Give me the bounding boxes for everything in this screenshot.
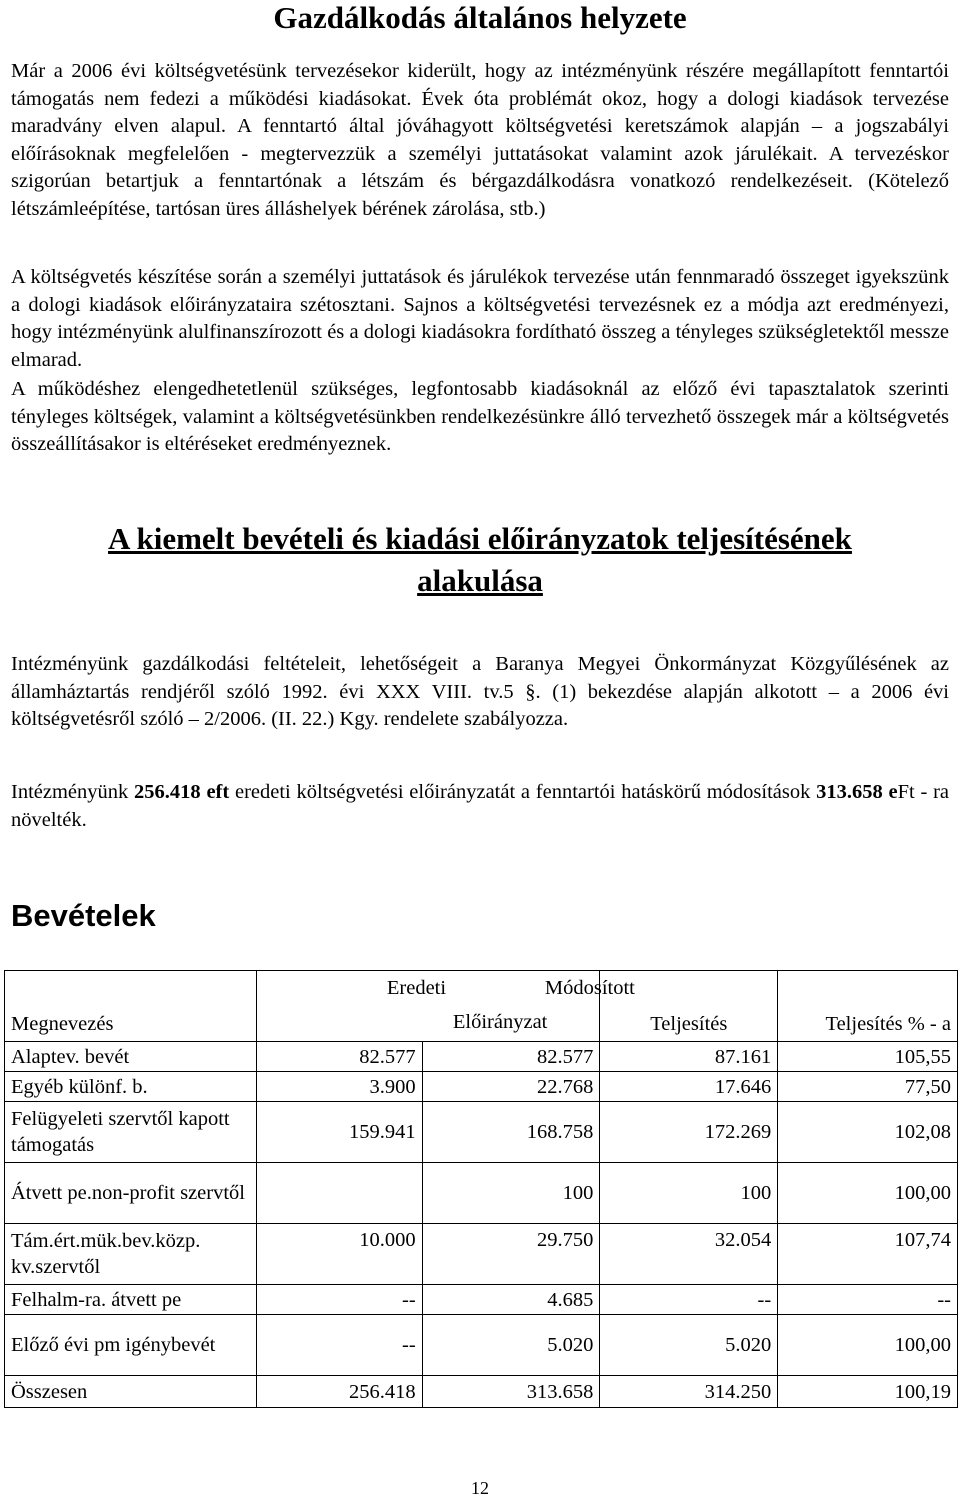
row-eredeti bbox=[256, 1163, 422, 1224]
row-eredeti: 159.941 bbox=[256, 1102, 422, 1163]
row-modositott: 5.020 bbox=[422, 1315, 600, 1376]
row-pct: 105,55 bbox=[778, 1042, 958, 1072]
amount-text-3: Ft - ra növelték. bbox=[11, 781, 950, 831]
amount-unit-2: e bbox=[888, 781, 898, 803]
row-pct: 102,08 bbox=[778, 1102, 958, 1163]
table-row bbox=[5, 1285, 958, 1315]
header-modositott: Módosított bbox=[544, 977, 635, 999]
row-name: Összesen bbox=[5, 1376, 257, 1408]
table-total-row bbox=[5, 1376, 958, 1408]
table-row bbox=[5, 1163, 958, 1224]
table-row bbox=[5, 1102, 958, 1163]
row-modositott: 100 bbox=[422, 1163, 600, 1224]
row-modositott: 82.577 bbox=[422, 1042, 600, 1072]
row-modositott: 313.658 bbox=[422, 1376, 600, 1408]
row-name: Átvett pe.non-profit szervtől bbox=[5, 1163, 257, 1224]
table-row bbox=[5, 1072, 958, 1102]
section-heading-line-2: alakulása bbox=[417, 563, 543, 598]
row-pct: 77,50 bbox=[778, 1072, 958, 1102]
row-modositott: 168.758 bbox=[422, 1102, 600, 1163]
header-teljesites-pct: Teljesítés % - a bbox=[778, 971, 958, 1042]
page-number: 12 bbox=[471, 1478, 489, 1498]
row-teljesites: 87.161 bbox=[600, 1042, 778, 1072]
intro-paragraph-2: A költségvetés készítése során a személyi juttatások és járulékok tervezése után fennmaradó összeget igyekszünk a dologi kiadások előirányzataira szétosztani. Sajnos a költségvetési tervezésnek ez a módja azt eredményezi, hogy intézményünk alulfinanszírozott és a dologi kiadásokra fordítható összeg a tényleges szükségletektől messze elmarad. bbox=[11, 266, 949, 371]
table-row bbox=[5, 1042, 958, 1072]
section-heading bbox=[0, 518, 960, 602]
row-name: Előző évi pm igénybevét bbox=[5, 1315, 257, 1376]
amount-text-2: eredeti költségvetési előirányzatát a fenntartói hatáskörű módosítások bbox=[229, 781, 817, 803]
row-teljesites: 17.646 bbox=[600, 1072, 778, 1102]
row-eredeti: -- bbox=[256, 1315, 422, 1376]
table-row bbox=[5, 1315, 958, 1376]
legal-paragraph: Intézményünk gazdálkodási feltételeit, lehetőségeit a Baranya Megyei Önkormányzat Közgyűlésének az államháztartás rendjéről szóló 1992. évi XXX VIII. tv.5 §. (1) bekezdése alapján alkotott – a 2006 évi költségvetésről szóló – 2/2006. (II. 22.) Kgy. rendelete szabályozza. bbox=[11, 653, 949, 731]
row-modositott: 29.750 bbox=[422, 1224, 600, 1285]
row-teljesites: 314.250 bbox=[600, 1376, 778, 1408]
page-title: Gazdálkodás általános helyzete bbox=[273, 0, 687, 35]
amount-modified: 313.658 bbox=[816, 781, 883, 803]
revenues-title: Bevételek bbox=[11, 898, 156, 933]
row-pct: 100,00 bbox=[778, 1163, 958, 1224]
row-modositott: 22.768 bbox=[422, 1072, 600, 1102]
header-teljesites: Teljesítés bbox=[600, 971, 778, 1042]
row-name: Felhalm-ra. átvett pe bbox=[5, 1285, 257, 1315]
row-name: Tám.ért.mük.bev.közp. kv.szervtől bbox=[5, 1224, 257, 1285]
row-eredeti: 82.577 bbox=[256, 1042, 422, 1072]
row-eredeti: 10.000 bbox=[256, 1224, 422, 1285]
table-row bbox=[5, 1224, 958, 1285]
intro-paragraph-1 bbox=[11, 58, 949, 224]
amount-original: 256.418 bbox=[134, 781, 201, 803]
table-header-row bbox=[5, 971, 958, 1042]
row-pct: 100,19 bbox=[778, 1376, 958, 1408]
header-name: Megnevezés bbox=[5, 971, 257, 1042]
amount-text-1: Intézményünk bbox=[11, 781, 135, 803]
section-heading-line-1: A kiemelt bevételi és kiadási előirányzatok teljesítésének bbox=[108, 521, 852, 556]
intro-paragraph-3: A működéshez elengedhetetlenül szükséges, legfontosabb kiadásoknál az előző évi tapasztalatok szerinti tényleges költségek, valamint a költségvetésünkben rendelkezésünkre álló tervezhető összegek már a költségvetés összeállításakor is eltéréseket eredményeznek. bbox=[11, 378, 949, 456]
row-teljesites: 32.054 bbox=[600, 1224, 778, 1285]
header-eredeti: Eredeti bbox=[386, 977, 447, 999]
amount-paragraph bbox=[11, 779, 949, 834]
row-name: Alaptev. bevét bbox=[5, 1042, 257, 1072]
row-teljesites: -- bbox=[600, 1285, 778, 1315]
row-name: Felügyeleti szervtől kapott támogatás bbox=[5, 1102, 257, 1163]
amount-unit-1: eft bbox=[206, 781, 230, 803]
row-name: Egyéb különf. b. bbox=[5, 1072, 257, 1102]
row-modositott: 4.685 bbox=[422, 1285, 600, 1315]
header-eloiranyzat: Előirányzat bbox=[452, 1011, 548, 1033]
header-eloiranyzat-cell bbox=[256, 971, 635, 1042]
row-teljesites: 5.020 bbox=[600, 1315, 778, 1376]
intro-text-1: Már a 2006 évi költségvetésünk tervezésekor kiderült, hogy az intézményünk részére megállapított fenntartói támogatás nem fedezi a működési kiadásokat. Évek óta problémát okoz, hogy a dologi kiadások tervezése maradvány elven alapul. A fenntartó által jóváhagyott költségvetési keretszámok alapján – a jogszabályi előírásoknak megfelelően - megtervezzük a személyi juttatásokat valamint azok járulékait. A tervezéskor szigorúan betartjuk a fenntartónak a létszám és bérgazdálkodásra vonatkozó rendelkezéseit. (Kötelező létszámleépítése, tartósan üres álláshelyek bérének zárolása, stb.) bbox=[11, 60, 949, 220]
row-eredeti: -- bbox=[256, 1285, 422, 1315]
row-pct: 107,74 bbox=[778, 1224, 958, 1285]
revenues-table bbox=[4, 970, 958, 1408]
row-teljesites: 172.269 bbox=[600, 1102, 778, 1163]
row-eredeti: 256.418 bbox=[256, 1376, 422, 1408]
row-pct: -- bbox=[778, 1285, 958, 1315]
row-teljesites: 100 bbox=[600, 1163, 778, 1224]
row-pct: 100,00 bbox=[778, 1315, 958, 1376]
row-eredeti: 3.900 bbox=[256, 1072, 422, 1102]
